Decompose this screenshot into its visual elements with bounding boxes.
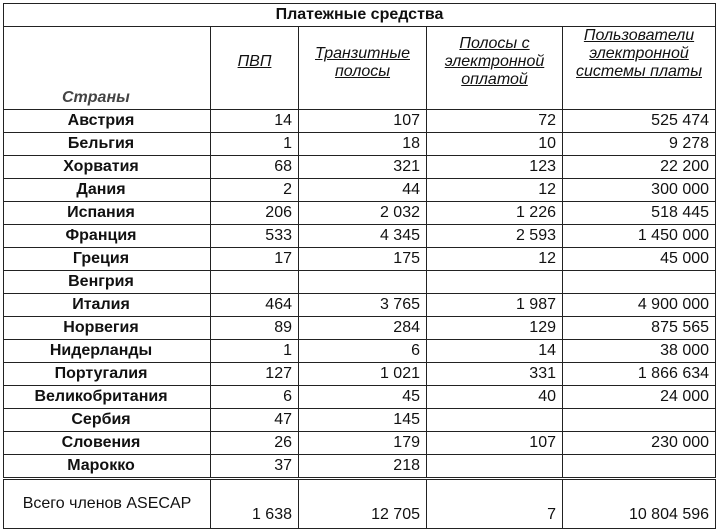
country-cell: Словения — [4, 432, 211, 455]
country-cell: Венгрия — [4, 271, 211, 294]
transit-cell: 2 032 — [299, 202, 427, 225]
pvp-cell: 464 — [211, 294, 299, 317]
pvp-cell: 17 — [211, 248, 299, 271]
total-epay-users: 10 804 596 — [563, 479, 716, 529]
epay-users-cell: 24 000 — [563, 386, 716, 409]
country-cell: Испания — [4, 202, 211, 225]
table-body — [4, 110, 716, 479]
header-pvp — [211, 27, 299, 110]
table-row — [4, 248, 716, 271]
table-row — [4, 409, 716, 432]
payment-means-table — [3, 3, 716, 529]
pvp-cell: 1 — [211, 133, 299, 156]
epay-users-cell: 45 000 — [563, 248, 716, 271]
table-row — [4, 317, 716, 340]
country-cell: Марокко — [4, 455, 211, 479]
epay-users-cell: 300 000 — [563, 179, 716, 202]
total-pvp: 1 638 — [211, 479, 299, 529]
country-cell: Хорватия — [4, 156, 211, 179]
total-transit: 12 705 — [299, 479, 427, 529]
epay-lanes-cell: 12 — [427, 248, 563, 271]
header-row — [4, 27, 716, 110]
country-cell: Дания — [4, 179, 211, 202]
pvp-cell: 1 — [211, 340, 299, 363]
transit-cell: 218 — [299, 455, 427, 479]
transit-cell: 179 — [299, 432, 427, 455]
header-epay-users — [563, 27, 716, 110]
country-cell: Нидерланды — [4, 340, 211, 363]
transit-cell: 4 345 — [299, 225, 427, 248]
epay-users-cell: 525 474 — [563, 110, 716, 133]
transit-cell: 107 — [299, 110, 427, 133]
epay-users-cell: 1 450 000 — [563, 225, 716, 248]
epay-lanes-cell: 129 — [427, 317, 563, 340]
table-row — [4, 225, 716, 248]
header-pvp-label: ПВП — [237, 53, 272, 70]
transit-cell — [299, 271, 427, 294]
epay-users-cell: 518 445 — [563, 202, 716, 225]
country-cell: Италия — [4, 294, 211, 317]
transit-cell: 175 — [299, 248, 427, 271]
table-row — [4, 271, 716, 294]
table-row — [4, 156, 716, 179]
header-epay-users-label: Пользователи электронной системы платы — [576, 27, 702, 80]
transit-cell: 45 — [299, 386, 427, 409]
epay-users-cell: 9 278 — [563, 133, 716, 156]
epay-users-cell: 1 866 634 — [563, 363, 716, 386]
header-epay-lanes — [427, 27, 563, 110]
epay-lanes-cell: 107 — [427, 432, 563, 455]
epay-lanes-cell — [427, 455, 563, 479]
epay-lanes-cell: 1 226 — [427, 202, 563, 225]
pvp-cell: 37 — [211, 455, 299, 479]
pvp-cell: 26 — [211, 432, 299, 455]
epay-lanes-cell: 72 — [427, 110, 563, 133]
epay-lanes-cell: 1 987 — [427, 294, 563, 317]
epay-lanes-cell — [427, 271, 563, 294]
transit-cell: 1 021 — [299, 363, 427, 386]
epay-lanes-cell: 123 — [427, 156, 563, 179]
table-row — [4, 110, 716, 133]
table-title: Платежные средства — [4, 4, 716, 27]
transit-cell: 145 — [299, 409, 427, 432]
epay-users-cell: 875 565 — [563, 317, 716, 340]
table-row — [4, 455, 716, 479]
transit-cell: 3 765 — [299, 294, 427, 317]
epay-lanes-cell — [427, 409, 563, 432]
header-country: Страны — [4, 27, 211, 110]
epay-users-cell: 38 000 — [563, 340, 716, 363]
pvp-cell: 47 — [211, 409, 299, 432]
transit-cell: 6 — [299, 340, 427, 363]
table-row — [4, 363, 716, 386]
total-row — [4, 479, 716, 529]
country-cell: Франция — [4, 225, 211, 248]
pvp-cell: 533 — [211, 225, 299, 248]
country-cell: Сербия — [4, 409, 211, 432]
header-transit-label: Транзитные полосы — [315, 45, 410, 80]
header-transit-lanes — [299, 27, 427, 110]
epay-lanes-cell: 14 — [427, 340, 563, 363]
country-cell: Португалия — [4, 363, 211, 386]
country-cell: Бельгия — [4, 133, 211, 156]
epay-lanes-cell: 10 — [427, 133, 563, 156]
total-label: Всего членов ASECAP — [4, 479, 211, 529]
header-epay-lanes-label: Полосы с электронной оплатой — [444, 35, 545, 88]
transit-cell: 18 — [299, 133, 427, 156]
pvp-cell: 206 — [211, 202, 299, 225]
epay-users-cell: 230 000 — [563, 432, 716, 455]
transit-cell: 44 — [299, 179, 427, 202]
epay-lanes-cell: 40 — [427, 386, 563, 409]
table-row — [4, 179, 716, 202]
epay-lanes-cell: 2 593 — [427, 225, 563, 248]
table-row — [4, 386, 716, 409]
epay-users-cell — [563, 455, 716, 479]
table-row — [4, 432, 716, 455]
pvp-cell: 6 — [211, 386, 299, 409]
epay-users-cell — [563, 409, 716, 432]
pvp-cell — [211, 271, 299, 294]
country-cell: Норвегия — [4, 317, 211, 340]
table-row — [4, 202, 716, 225]
epay-users-cell — [563, 271, 716, 294]
country-cell: Австрия — [4, 110, 211, 133]
pvp-cell: 14 — [211, 110, 299, 133]
table-row — [4, 294, 716, 317]
pvp-cell: 89 — [211, 317, 299, 340]
table-row — [4, 133, 716, 156]
pvp-cell: 2 — [211, 179, 299, 202]
table-row — [4, 340, 716, 363]
epay-lanes-cell: 331 — [427, 363, 563, 386]
epay-lanes-cell: 12 — [427, 179, 563, 202]
country-cell: Греция — [4, 248, 211, 271]
pvp-cell: 127 — [211, 363, 299, 386]
epay-users-cell: 22 200 — [563, 156, 716, 179]
epay-users-cell: 4 900 000 — [563, 294, 716, 317]
total-epay-lanes: 7 — [427, 479, 563, 529]
transit-cell: 284 — [299, 317, 427, 340]
pvp-cell: 68 — [211, 156, 299, 179]
transit-cell: 321 — [299, 156, 427, 179]
country-cell: Великобритания — [4, 386, 211, 409]
